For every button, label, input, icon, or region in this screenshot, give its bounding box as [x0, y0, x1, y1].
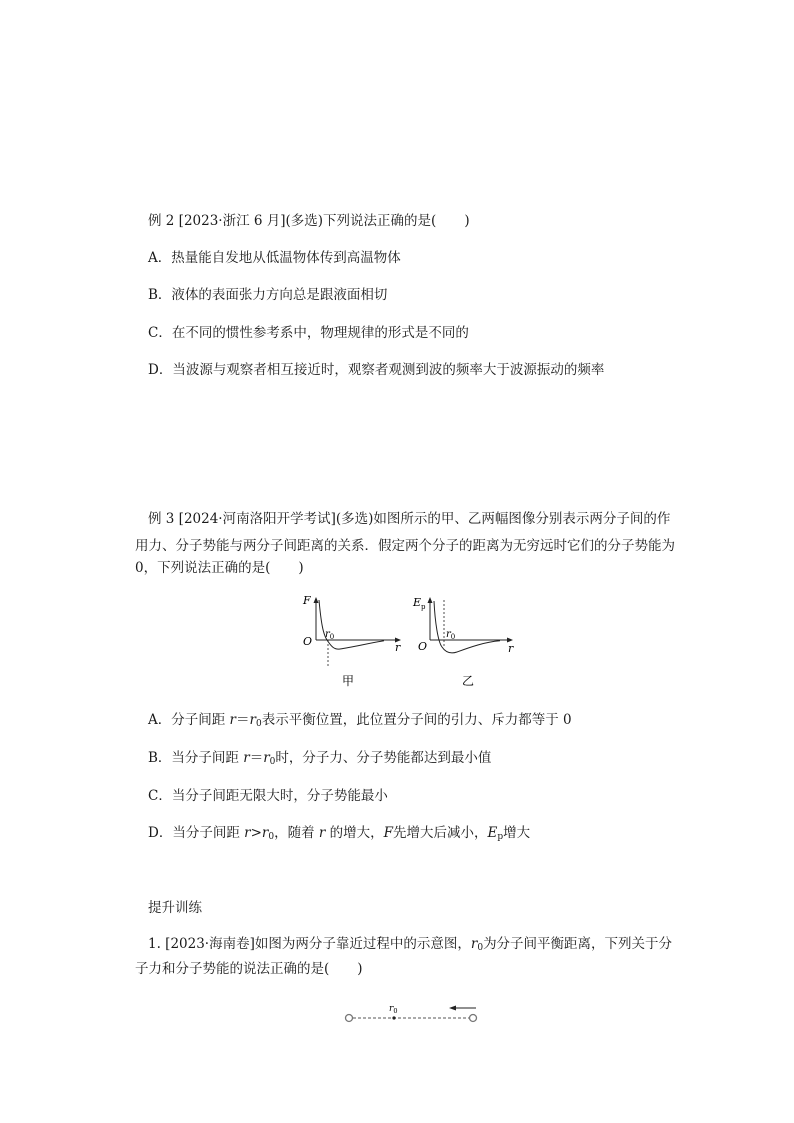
question-1-line1: [148, 934, 672, 954]
motion-arrow-head: [449, 1006, 456, 1011]
graph-jia-curve: [319, 600, 384, 649]
option-d-r: r: [244, 825, 251, 841]
right-molecule: [470, 1015, 477, 1022]
example-3-option-c: C．当分子间距无限大时，分子势能最小: [148, 788, 388, 804]
example-3-stem-line3-close: ): [298, 560, 304, 576]
example-3-stem-line3-text: 0，下列说法正确的是(: [135, 560, 271, 576]
equilibrium-point: [392, 1016, 395, 1019]
question-1-line2: [135, 959, 363, 979]
example-3-option-d: [148, 823, 530, 843]
graph-yi-r0-label: [446, 629, 455, 641]
option-a-suffix: 表示平衡位置，此位置分子间的引力、斥力都等于 0: [261, 712, 572, 728]
q1-r0: r: [470, 936, 478, 952]
example-3-option-b: [148, 748, 491, 768]
option-d-r0-sub: 0: [268, 832, 275, 842]
option-a-r: r: [229, 712, 237, 728]
graph-yi-y-E: E: [413, 596, 422, 609]
graph-yi: [410, 592, 520, 692]
graph-jia: [298, 592, 408, 692]
option-d-mid3: 先增大后减小，: [393, 825, 488, 841]
option-d-prefix: D．当分子间距: [148, 825, 245, 841]
example-3-stem-line1: 例 3 [2024·河南洛阳开学考试](多选)如图所示的甲、乙两幅图像分别表示两分子间的作: [148, 511, 671, 527]
option-b-r: r: [243, 750, 250, 766]
graph-yi-r0-sub: 0: [450, 633, 456, 641]
graph-yi-origin-label: O: [418, 640, 428, 653]
option-b-r0: r: [263, 750, 270, 766]
graph-jia-r0-label: [325, 629, 334, 641]
q1-line2-close: ): [357, 961, 363, 977]
option-a-eq: ＝: [236, 712, 250, 728]
example-2-option-b: B．液体的表面张力方向总是跟液面相切: [148, 287, 388, 303]
graph-yi-y-arrow: [428, 597, 433, 603]
example-2-stem-close: ): [464, 213, 470, 229]
example-3-option-a: [148, 710, 572, 730]
option-d-r0: r: [261, 825, 269, 841]
molecule-approach-figure: [340, 998, 485, 1028]
example-2-stem-text: 例 2 [2023·浙江 6 月](多选)下列说法正确的是(: [148, 213, 437, 229]
option-a-r0: r: [249, 712, 256, 728]
example-2-option-c: C．在不同的惯性参考系中，物理规律的形式是不同的: [148, 325, 469, 341]
option-d-Ep: E: [487, 825, 498, 841]
section-title: 提升训练: [148, 900, 202, 916]
option-d-Ep-sub: p: [497, 832, 504, 842]
option-a-r0-sub: 0: [255, 719, 262, 729]
q1-line1-suffix: 为分子间平衡距离，下列关于分: [483, 936, 673, 952]
graph-yi-y-label: [412, 596, 426, 611]
q1-r0-sub: 0: [477, 943, 484, 953]
option-a-prefix: A．分子间距: [148, 712, 230, 728]
graph-jia-origin-label: O: [303, 635, 313, 648]
example-3-stem-line2: 用力、分子势能与两分子间距离的关系．假定两个分子的距离为无穷远时它们的分子势能为: [135, 538, 675, 554]
option-d-r2: r: [318, 825, 326, 841]
figure-r0-sub: 0: [393, 1007, 398, 1015]
q1-line2-text: 子力和分子势能的说法正确的是(: [135, 961, 330, 977]
option-d-mid2: 的增大，: [325, 825, 384, 841]
example-2-stem: [148, 211, 470, 231]
graph-jia-y-arrow: [314, 597, 319, 603]
graph-jia-y-label: F: [303, 594, 311, 607]
graph-jia-caption: 甲: [342, 674, 355, 688]
graph-yi-caption: 乙: [462, 674, 475, 688]
graph-yi-x-label: r: [508, 642, 514, 655]
q1-line1-prefix: 1. [2023·海南卷]如图为两分子靠近过程中的示意图，: [148, 936, 471, 952]
example-3-stem-line3: [135, 558, 304, 578]
example-2-option-a: A．热量能自发地从低温物体传到高温物体: [148, 250, 401, 266]
example-2-option-d: D．当波源与观察者相互接近时，观察者观测到波的频率大于波源振动的频率: [148, 362, 605, 378]
graph-yi-r0-r: r: [446, 629, 451, 640]
option-b-suffix: 时，分子力、分子势能都达到最小值: [275, 750, 492, 766]
option-b-eq: ＝: [249, 750, 264, 766]
figure-r0-r: r: [389, 1004, 394, 1014]
option-b-r0-sub: 0: [269, 757, 276, 767]
option-d-mid1: ，随着: [274, 825, 319, 841]
left-molecule: [346, 1015, 353, 1022]
figure-r0-label: [389, 1004, 397, 1015]
option-b-prefix: B．当分子间距: [148, 750, 244, 766]
graph-jia-x-label: r: [395, 641, 401, 654]
option-d-F: F: [383, 825, 394, 841]
option-d-suffix: 增大: [503, 825, 531, 841]
graph-jia-r0-sub: 0: [329, 633, 335, 641]
graph-yi-y-sub: p: [421, 603, 426, 611]
option-d-gt: >: [250, 825, 262, 841]
graph-jia-r0-r: r: [325, 629, 330, 640]
